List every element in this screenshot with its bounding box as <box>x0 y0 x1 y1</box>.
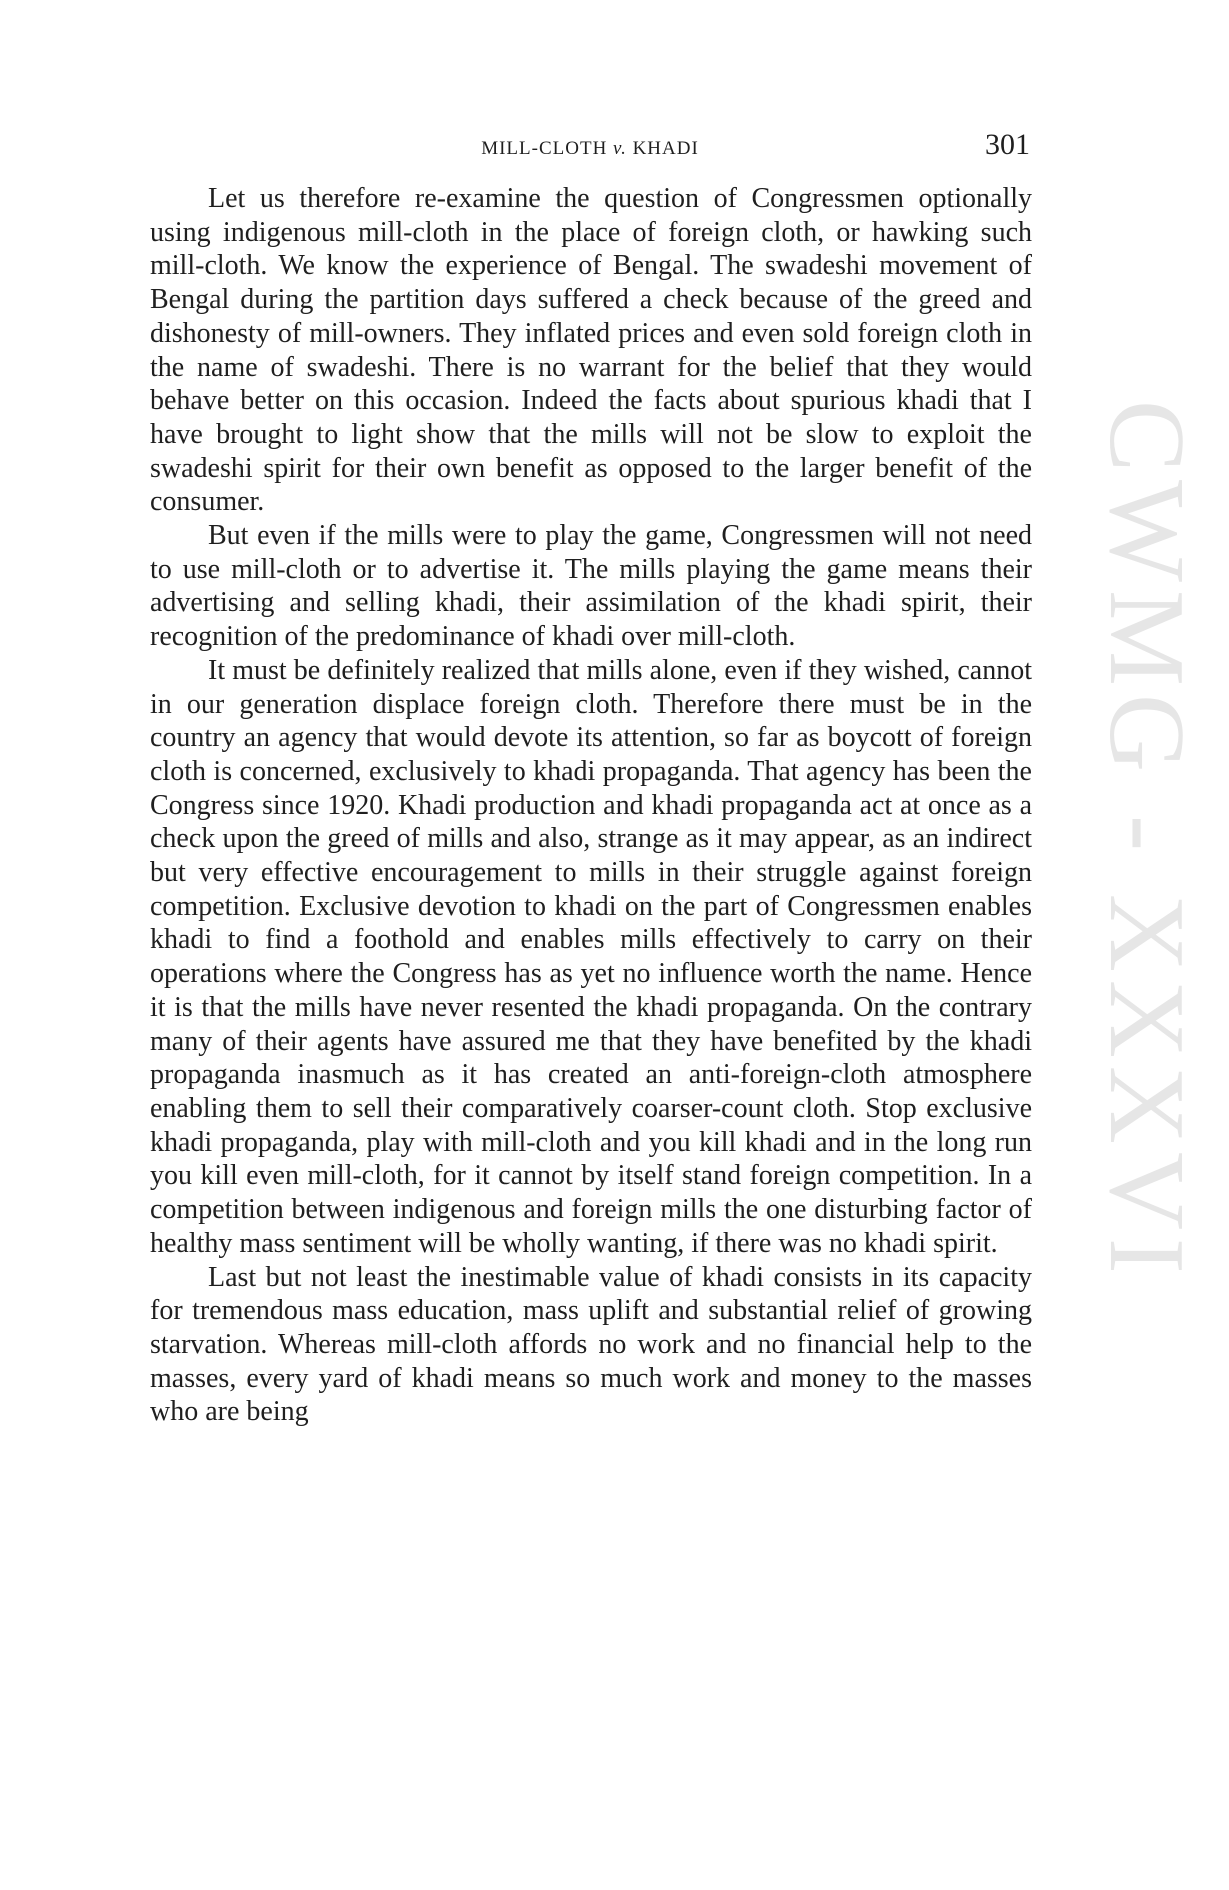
page-header <box>150 128 1030 168</box>
running-head-versus: v. <box>613 138 627 159</box>
paragraph: Last but not least the inestimable value of khadi consists in its capacity for tremendous mass education, mass uplift and substantial relief of growing starvation. Whereas mill-cloth affords no work and no financial help to the masses, every yard of khadi means so much work and money to the masses who are being <box>150 1261 1032 1428</box>
running-head-prefix: MILL-CLOTH <box>481 138 608 159</box>
watermark: CWMG - XXXVI <box>1087 400 1206 1282</box>
running-head-suffix: KHADI <box>632 138 699 159</box>
page-number: 301 <box>985 128 1030 161</box>
body-text <box>150 182 1032 1429</box>
paragraph: Let us therefore re-examine the question of Congressmen optionally using indigenous mill-cloth in the place of foreign cloth, or hawking such mill-cloth. We know the experience of Bengal. The swadeshi movement of Bengal during the partition days suffered a check because of the greed and dishonesty of mill-owners. They inflated prices and even sold foreign cloth in the name of swadeshi. There is no warrant for the belief that they would behave better on this occasion. Indeed the facts about spurious khadi that I have brought to light show that the mills will not be slow to exploit the swadeshi spirit for their own benefit as opposed to the larger benefit of the consumer. <box>150 183 1032 518</box>
paragraph: But even if the mills were to play the game, Congressmen will not need to use mill-cloth or to advertise it. The mills playing the game means their advertising and selling khadi, their assimilation of the khadi spirit, their recognition of the predominance of khadi over mill-cloth. <box>150 520 1032 653</box>
paragraph: It must be definitely realized that mills alone, even if they wished, cannot in our generation displace foreign cloth. Therefore there must be in the country an agency that would devote its attention, so far as boycott of foreign cloth is concerned, exclusively to khadi propaganda. That agency has been the Congress since 1920. Khadi production and khadi propaganda act at once as a check upon the greed of mills and also, strange as it may appear, as an indirect but very effective encouragement to mills in their struggle against foreign competition. Exclusive devotion to khadi on the part of Congressmen enables khadi to find a foothold and enables mills effectively to carry on their operations where the Congress has as yet no influence worth the name. Hence it is that the mills have never resented the khadi propaganda. On the contrary many of their agents have assured me that they have benefited by the khadi propaganda inasmuch as it has created an anti-foreign-cloth atmosphere enabling them to sell their comparatively coarser-count cloth. Stop exclusive khadi propaganda, play with mill-cloth and you kill khadi and in the long run you kill even mill-cloth, for it cannot by itself stand foreign competition. In a competition between indigenous and foreign mills the one disturbing factor of healthy mass sentiment will be wholly wanting, if there was no khadi spirit. <box>150 654 1032 1259</box>
running-head <box>150 138 1030 160</box>
